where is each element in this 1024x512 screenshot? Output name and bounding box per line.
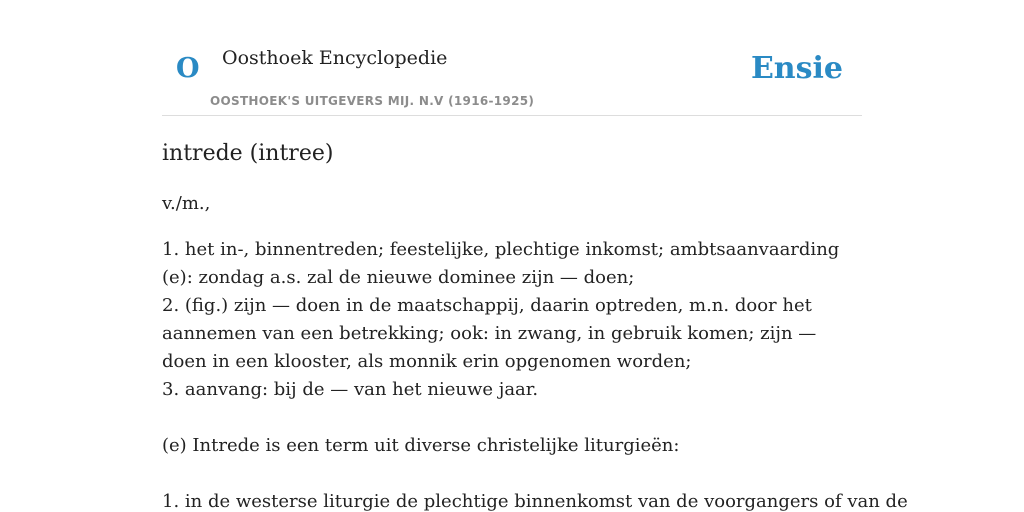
brand-logo[interactable]: Ensie xyxy=(750,51,843,86)
definition-item: 3. aanvang: bij de — van het nieuwe jaar. xyxy=(162,379,539,400)
logo-icon[interactable]: O xyxy=(176,53,200,84)
liturgy-item: 1. in de westerse liturgie de plechtige binnenkomst van de voorgangers of van de xyxy=(162,491,908,512)
definitions-list xyxy=(162,236,862,404)
definition-item: 2. (fig.) zijn — doen in de maatschappij, daarin optreden, m.n. door het aannemen van een betrekking; ook: in zwang, in gebruik komen; zijn — doen in een klooster, als monnik erin opgenomen worden; xyxy=(162,295,817,372)
entry-content xyxy=(162,138,908,512)
site-title[interactable]: Oosthoek Encyclopedie xyxy=(222,47,448,69)
grammar-label: v./m., xyxy=(162,193,211,214)
liturgy-intro: (e) Intrede is een term uit diverse christelijke liturgieën: xyxy=(162,435,680,456)
entry-title: intrede (intree) xyxy=(162,141,334,166)
page xyxy=(162,0,908,512)
site-header xyxy=(162,0,862,116)
definition-item: 1. het in-, binnentreden; feestelijke, plechtige inkomst; ambtsaanvaarding (e): zondag a.s. zal de nieuwe dominee zijn — doen; xyxy=(162,239,840,288)
publisher-label: OOSTHOEK'S UITGEVERS MIJ. N.V (1916-1925) xyxy=(210,94,535,108)
